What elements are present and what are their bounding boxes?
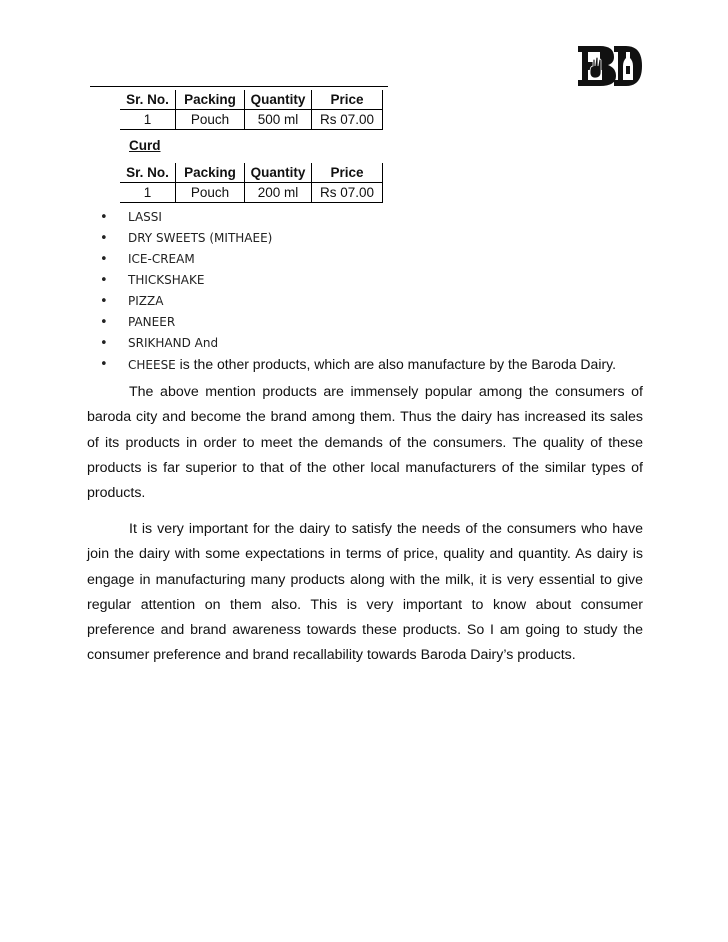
milk-price-table — [120, 90, 383, 130]
table-cell: 1 — [120, 183, 176, 203]
table-header-cell: Quantity — [245, 90, 312, 110]
product-name: ICE-CREAM — [128, 252, 195, 266]
product-name: DRY SWEETS (MITHAEE) — [128, 231, 273, 245]
paragraph — [87, 517, 643, 669]
paragraph — [87, 380, 643, 506]
product-name: PIZZA — [128, 294, 164, 308]
bullet-icon: • — [100, 315, 108, 330]
table-cell: 200 ml — [245, 183, 312, 203]
list-item — [96, 207, 716, 228]
product-list — [96, 207, 716, 375]
table-cell: 1 — [120, 110, 176, 130]
bullet-icon: • — [100, 252, 108, 267]
table-header-cell: Sr. No. — [120, 163, 176, 183]
table-header-cell: Price — [312, 90, 383, 110]
list-item — [96, 354, 716, 375]
product-name: CHEESE — [128, 358, 176, 372]
table-header-cell: Packing — [176, 90, 245, 110]
list-item — [96, 312, 716, 333]
bullet-icon: • — [100, 357, 108, 372]
table-header-cell: Price — [312, 163, 383, 183]
paragraph-text: It is very important for the dairy to satisfy the needs of the consumers who have join the dairy with some expectations in terms of price, quality and quantity. As dairy is engage in manufacturing many products along with the milk, it is very essential to give regular attention on them also. This is very important to know about consumer preference and brand awareness towards these products. So I am going to study the consumer preference and brand recallability towards Baroda Dairy’s products. — [87, 521, 643, 664]
paragraph-text: The above mention products are immensely popular among the consumers of baroda city and become the brand among them. Thus the dairy has increased its sales of its products in order to meet the demands of the consumers. The quality of these products is far superior to that of the other local manufacturers of the similar types of products. — [87, 384, 643, 502]
bullet-icon: • — [100, 273, 108, 288]
table-header-row — [120, 163, 383, 183]
table-cell: Rs 07.00 — [312, 183, 383, 203]
product-name: SRIKHAND And — [128, 336, 219, 350]
list-item — [96, 291, 716, 312]
table-header-cell: Packing — [176, 163, 245, 183]
list-item — [96, 249, 716, 270]
product-name: LASSI — [128, 210, 162, 224]
table-cell: Pouch — [176, 183, 245, 203]
table-header-cell: Quantity — [245, 163, 312, 183]
curd-heading: Curd — [129, 138, 161, 153]
table-cell: 500 ml — [245, 110, 312, 130]
products-tail-text: is the other products, which are also manufacture by the Baroda Dairy. — [175, 356, 616, 372]
table-cell: Pouch — [176, 110, 245, 130]
table-header-row — [120, 90, 383, 110]
product-name: PANEER — [128, 315, 176, 329]
list-item — [96, 270, 716, 291]
header-rule — [90, 86, 388, 87]
table-row — [120, 183, 383, 203]
baroda-dairy-logo-icon — [574, 42, 644, 88]
list-item — [96, 333, 716, 354]
curd-price-table — [120, 163, 383, 203]
list-item — [96, 228, 716, 249]
table-cell: Rs 07.00 — [312, 110, 383, 130]
product-name: THICKSHAKE — [128, 273, 205, 287]
bullet-icon: • — [100, 294, 108, 309]
bullet-icon: • — [100, 210, 108, 225]
table-row — [120, 110, 383, 130]
bullet-icon: • — [100, 336, 108, 351]
table-header-cell: Sr. No. — [120, 90, 176, 110]
bullet-icon: • — [100, 231, 108, 246]
